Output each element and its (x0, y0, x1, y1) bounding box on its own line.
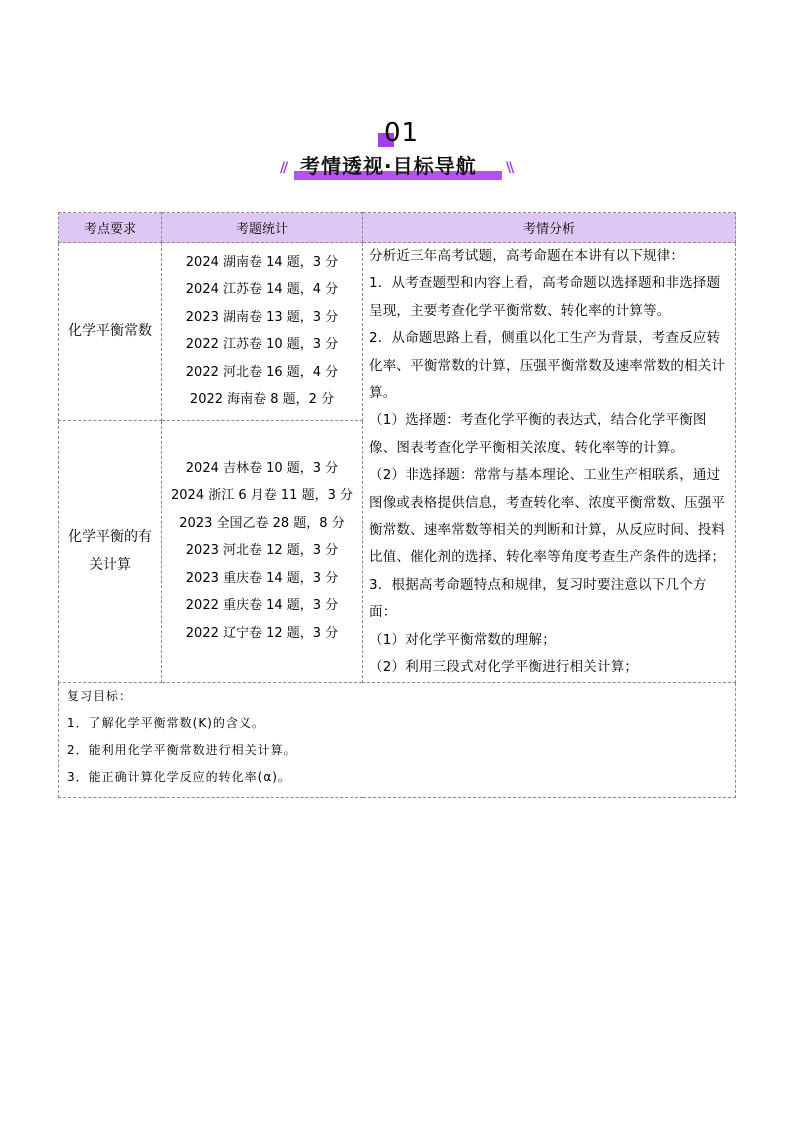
analysis-paragraph: （1）对化学平衡常数的理解； (369, 631, 556, 648)
stat-item: 2024 江苏卷 14 题，4 分 (185, 282, 339, 298)
section-number: 01 (384, 118, 420, 148)
analysis-paragraph: 3．根据高考命题特点和规律，复习时要注意以下几个方面： (369, 576, 707, 621)
analysis-paragraph: （2）利用三段式对化学平衡进行相关计算； (369, 659, 639, 676)
review-goals-cell (59, 682, 736, 797)
table-header-row (59, 213, 736, 243)
analysis-paragraph: 2．从命题思路上看，侧重以化工生产为背景，考查反应转化率、平衡常数的计算，压强平衡常数及速率常数的相关计算。 (369, 330, 726, 402)
goal-item: 1．了解化学平衡常数(K)的含义。 (67, 715, 265, 730)
stat-item: 2023 全国乙卷 28 题，8 分 (179, 515, 345, 531)
section-title: 考情透视·目标导航 (300, 154, 477, 178)
requirement-cell (59, 420, 162, 682)
stat-item: 2022 辽宁卷 12 题，3 分 (185, 625, 339, 641)
analysis-paragraph: （1）选择题：考查化学平衡的表达式，结合化学平衡图像、图表考查化学平衡相关浓度、转化率等的计算。 (369, 412, 707, 456)
stats-cell (162, 243, 363, 421)
stat-item: 2023 河北卷 12 题，3 分 (185, 543, 339, 559)
requirement-label-line: 化学平衡的有 (68, 529, 152, 546)
requirement-label: 化学平衡常数 (68, 323, 152, 340)
stat-item: 2022 海南卷 8 题，2 分 (189, 392, 335, 408)
column-header-analysis: 考情分析 (363, 213, 736, 243)
requirement-cell (59, 243, 162, 421)
exam-analysis-table (58, 212, 736, 798)
stat-item: 2024 吉林卷 10 题，3 分 (185, 460, 339, 476)
goal-item: 3．能正确计算化学反应的转化率(α)。 (67, 769, 291, 784)
title-decoration-right: \\ (506, 160, 513, 176)
analysis-paragraph: 分析近三年高考试题，高考命题在本讲有以下规律： (369, 248, 685, 264)
stat-item: 2022 江苏卷 10 题，3 分 (185, 337, 339, 353)
goals-row (59, 682, 736, 797)
requirement-label-line: 关计算 (89, 557, 131, 574)
stat-item: 2022 河北卷 16 题，4 分 (185, 364, 339, 380)
goals-title: 复习目标： (67, 688, 133, 703)
column-header-stats: 考题统计 (162, 213, 363, 243)
goal-item: 2．能利用化学平衡常数进行相关计算。 (67, 742, 297, 757)
stat-item: 2024 湖南卷 14 题，3 分 (185, 254, 339, 270)
analysis-paragraph: （2）非选择题：常常与基本理论、工业生产相联系，通过图像或表格提供信息，考查转化率、浓度平衡常数、压强平衡常数、速率常数等相关的判断和计算，从反应时间、投料比值、催化剂的选择、转化率等角度考查生产条件的选择； (369, 467, 726, 566)
stats-cell (162, 420, 363, 682)
stat-item: 2023 重庆卷 14 题，3 分 (185, 570, 339, 586)
analysis-cell (363, 243, 736, 683)
column-header-requirement: 考点要求 (59, 213, 162, 243)
stat-item: 2023 湖南卷 13 题，3 分 (185, 309, 339, 325)
analysis-paragraph: 1．从考查题型和内容上看，高考命题以选择题和非选择题呈现，主要考查化学平衡常数、转化率的计算等。 (369, 275, 721, 319)
stat-item: 2022 重庆卷 14 题，3 分 (185, 598, 339, 614)
title-decoration-left: // (280, 160, 287, 176)
stat-item: 2024 浙江 6 月卷 11 题，3 分 (171, 488, 353, 504)
table-row (59, 243, 736, 421)
